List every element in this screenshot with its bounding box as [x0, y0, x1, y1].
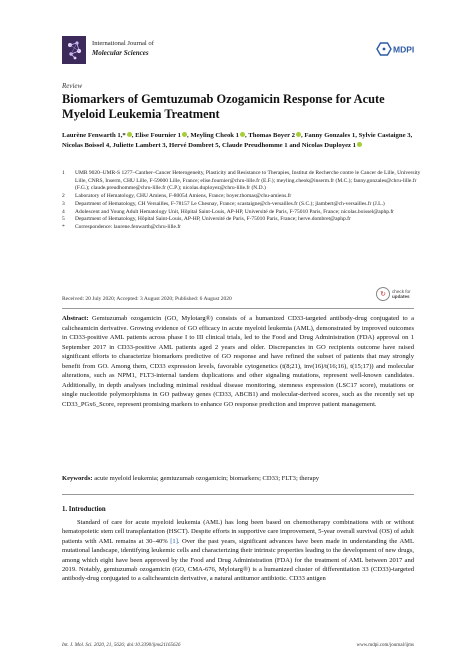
footer-citation: Int. J. Mol. Sci. 2020, 21, 5626; doi:10.3390/ijms21165626: [62, 643, 181, 648]
divider: [62, 494, 414, 495]
affiliation-text: Laboratory of Hematology, CHU Amiens, F-80054 Amiens, France; boyer.thomas@chu-amiens.fr: [75, 193, 292, 200]
keywords-text: acute myeloid leukemia; gemtuzumab ozogamicin; biomarkers; CD33; FLT3; therapy: [94, 475, 320, 482]
author[interactable]: Thomas Boyer 2: [248, 132, 301, 139]
check-updates-label: check for updates: [392, 288, 411, 299]
author[interactable]: Fanny Gonzales 1: [304, 132, 356, 139]
affiliation-number: 1: [62, 170, 65, 176]
affiliation-number: 2: [62, 193, 65, 200]
abstract-label: Abstract:: [62, 315, 89, 322]
author[interactable]: Meyling Cheok 1: [190, 132, 245, 139]
publication-dates: Received: 20 July 2020; Accepted: 3 August 2020; Published: 6 August 2020: [62, 296, 232, 302]
orcid-icon[interactable]: [240, 132, 245, 137]
article-title: Biomarkers of Gemtuzumab Ozogamicin Response for Acute Myeloid Leukemia Treatment: [62, 92, 385, 121]
journal-name: [92, 40, 154, 57]
affiliation-text: Department of Hematology, Hôpital Saint-Louis, AP-HP, Université de Paris, F-75010 Paris, France; herve.dombret@aphp.fr: [75, 216, 351, 223]
orcid-icon[interactable]: [127, 132, 132, 137]
journal-logo-icon: [62, 36, 86, 64]
orcid-icon[interactable]: [296, 132, 301, 137]
abstract: [62, 314, 414, 409]
footer-url[interactable]: www.mdpi.com/journal/ijms: [356, 643, 414, 648]
affiliation-number: 5: [62, 216, 65, 223]
author[interactable]: Sylvie Castaigne 3: [358, 132, 411, 139]
affiliation-text: Adolescent and Young Adult Hematology Unit, Hôpital Saint-Louis, AP-HP, Université de Paris, F-75010 Paris, France; nicolas.boissel@aphp.fr: [75, 208, 394, 215]
author[interactable]: Nicolas Boissel 4: [62, 141, 110, 149]
divider: [62, 308, 414, 309]
affiliation-number: 4: [62, 208, 65, 215]
affiliation-text: Correspondence: laurene.fenwarth@chru-lille.fr: [75, 223, 182, 230]
author[interactable]: Nicolas Duployez 1: [302, 142, 362, 149]
journal-name-line2: Molecular Sciences: [92, 48, 149, 57]
orcid-icon[interactable]: [357, 142, 362, 147]
abstract-text: Gemtuzumab ozogamicin (GO, Mylotarg®) consists of a humanized CD33-targeted antibody-drug conjugated to a calicheamicin derivative. Growing evidence of GO efficacy in acute myeloid leukemia (AML), demonstrated by improved outcomes in CD33-positive AML patients across phase I to III clinical trials, led to the Food and Drug Administration (FDA) approval on 1 September 2017 in CD33-positive AML patients aged 2 years and older. Discrepancies in GO recipients outcome have raised significant efforts to characterize biomarkers predictive of GO response and have refined the subset of patients that may strongly benefit from GO. Among them, CD33 expression levels, favorable cytogenetics (t(8;21), inv(16)/t(16;16), t(15;17)) and molecular alterations, such as NPM1, FLT3-internal tandem duplications and other signaling mutations, represent well-known candidates. Additionally, in depth analyses including minimal residual disease monitoring, stemness expression (LSC17 score), mutations or single nucleotide polymorphisms in GO pathway genes (CD33, ABCB1) and molecular-derived scores, such as the recently set up CD33_PGx6_Score, represent promising markers to enhance GO response prediction and improve patient management.: [62, 315, 414, 408]
mdpi-logo-icon: [374, 40, 414, 58]
mdpi-logo-text: MDPI: [393, 44, 414, 55]
author[interactable]: Juliette Lambert 3: [112, 141, 166, 149]
author[interactable]: Elise Fournier 1: [135, 132, 187, 139]
check-for-updates-badge[interactable]: [376, 286, 416, 301]
affiliation-number: 3: [62, 200, 65, 207]
author[interactable]: Hervé Dombret 5: [169, 141, 219, 149]
author-list: Laurène Fenwarth 1,* , Elise Fournier 1 , Meyling Cheok 1 , Thomas Boyer 2 , Fanny Gonzales 1, Sylvie Castaigne 3, Nicolas Boissel 4, Juliette Lambert 3, Hervé Dombret 5, Claude Preudhomme 1 and Nicolas Duployez 1: [62, 132, 413, 149]
keywords-label: Keywords:: [62, 475, 93, 482]
keywords: [62, 474, 414, 483]
check-updates-icon[interactable]: ↻: [376, 287, 390, 301]
affiliation-text: UMR 9020–UMR-S 1277–Canther–Cancer Heterogeneity, Plasticity and Resistance to Therapies, Institut de Recherche contre le Cancer de Lille, University Lille, CNRS, Inserm, CHU Lille, F-59000 Lille, France; elise.fournier@chru-lille.fr (E.F.); meyling.cheok@inserm.fr (M.C.); fanny.gonzales@chru-lille.fr (F.G.); claude.preudhomme@chru-lille.fr (C.P.); nicolas.duployez@chru-lille.fr (N.D.): [75, 170, 421, 192]
page-footer: [62, 643, 414, 648]
section-heading-introduction: 1. Introduction: [62, 506, 106, 513]
affiliation-item: [62, 201, 422, 209]
affiliation-item: [62, 216, 422, 224]
affiliation-item: [62, 170, 422, 193]
citation-link[interactable]: [1]: [170, 537, 178, 545]
introduction-paragraph: Standard of care for acute myeloid leukemia (AML) has long been based on chemotherapy combinations with or without hematopoietic stem cell transplantation (HSCT). Despite efforts in supportive care improvement, 5-year overall survival (OS) of adult patients with AML remains at 30–40% [1]. Over the past years, significant advances have been made in understanding the AML mutational landscape, identifying leukemic cells and characterizing their intrinsic properties leading to the development of new drugs, among which eight have been approved by the Food and Drug Administration (FDA) for the treatment of AML between 2017 and 2019. Notably, gemtuzumab ozogamicin (GO, CMA-676, Mylotarg®) is a humanized cluster of differentiation 33 (CD33)-targeted antibody-drug conjugated to a calicheamicin derivative, a natural antitumor antibiotic. CD33 antigen: [62, 519, 414, 583]
affiliation-item: [62, 224, 422, 232]
article-type: Review: [62, 82, 83, 90]
journal-name-line1: International Journal of: [92, 40, 154, 47]
affiliation-item: [62, 193, 422, 201]
orcid-icon[interactable]: [182, 132, 187, 137]
affiliation-number: *: [62, 223, 65, 230]
author[interactable]: Claude Preudhomme 1: [222, 141, 288, 149]
affiliation-list: [62, 170, 422, 232]
affiliation-text: Department of Hematology, CH Versailles, F-78157 Le Chesnay, France; scastaigne@ch-versailles.fr (S.C.); jlambert@ch-versailles.fr (J.L.): [75, 200, 385, 207]
author[interactable]: Laurène Fenwarth 1,*: [62, 132, 132, 139]
